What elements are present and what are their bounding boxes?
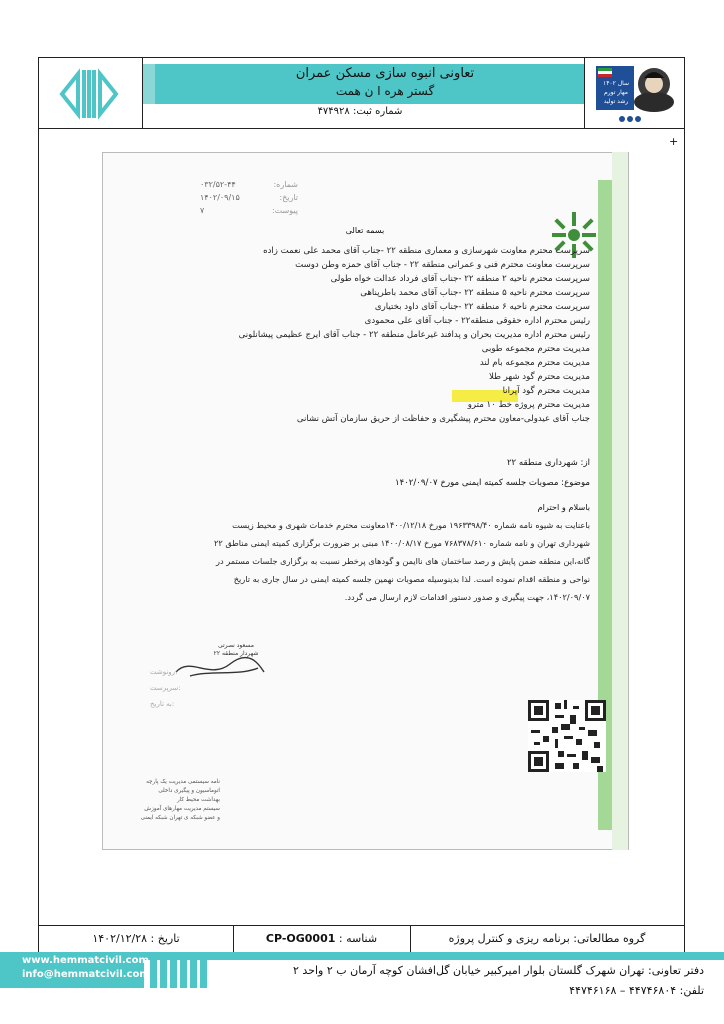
office-address: دفتر تعاونی: تهران شهرک گلستان بلوار امیرکبیر خیابان گل‌افشان کوچه آرمان ب ۲ واحد ۲ — [292, 964, 704, 977]
email-link[interactable]: info@hemmatcivil.com — [22, 969, 150, 980]
recipient-item: مدیریت محترم گود آپرانا — [502, 386, 590, 396]
recipient-item: جناب آقای عیدولی-معاون محترم پیشگیری و حفاظت از حریق سازمان آتش نشانی — [296, 414, 590, 424]
cc-date-label: به تاریخ: — [150, 700, 175, 708]
letter-body — [122, 516, 590, 606]
cc-label: رونوشت: — [150, 668, 178, 676]
website-link[interactable]: www.hemmatcivil.com — [22, 955, 149, 966]
recipient-list — [150, 244, 590, 426]
recipient-item: سرپرست محترم ناحیه ۲ منطقه ۲۲ -جناب آقای فرداد عدالت خواه طولی — [330, 274, 590, 284]
letter-greeting: باسلام و احترام — [537, 502, 590, 512]
body-line: باعنایت به شیوه نامه شماره ۱۹۶۳۳۹۸/۴۰ مورخ ۱۴۰۰/۱۲/۱۸معاونت محترم خدمات شهری و محیط زیست — [232, 520, 590, 530]
study-group: گروه مطالعاتی: برنامه ریزی و کنترل پروژه — [448, 932, 646, 945]
header-band-stripe — [143, 64, 155, 104]
year-slogan-emblem — [594, 62, 676, 124]
footnote-line: اتوماسیون و پیگیری داخلی — [158, 788, 220, 794]
attachment-label: پیوست: — [271, 206, 298, 215]
company-name: تعاونی انبوه سازی مسکن عمران — [295, 66, 475, 81]
company-logo-icon — [56, 66, 122, 122]
recipient-item: سرپرست معاونت محترم فنی و عمرانی منطقه ۲۲ - جناب آقای حمزه وطن دوست — [295, 260, 590, 270]
recipient-item: سرپرست محترم ناحیه ۶ منطقه ۲۲ -جناب آقای داود بختیاری — [374, 302, 590, 312]
slogan-line1: مهار تورم — [604, 89, 628, 96]
slogan-year: سال ۱۴۰۲ — [602, 80, 629, 87]
signatory-name: مسعود نصرتی — [218, 642, 254, 649]
system-footnote — [120, 778, 220, 823]
letter-from: از: شهرداری منطقه ۲۲ — [506, 458, 590, 468]
letter-meta-labels — [246, 178, 298, 217]
document-id — [233, 925, 410, 952]
recipient-item: مدیریت محترم مجموعه بام لند — [479, 358, 590, 368]
letter-date: ۱۴۰۲/۰۹/۱۵ — [200, 193, 240, 202]
letter-edge — [612, 152, 628, 850]
header-divider — [38, 128, 685, 129]
recipient-item: سرپرست محترم ناحیه ۵ منطقه ۲۲ -جناب آقای محمد باطرپناهی — [360, 288, 590, 298]
body-line: ۱۴۰۲/۰۹/۰۷، جهت پیگیری و صدور دستور اقدامات لازم ارسال می گردد. — [344, 592, 590, 602]
recipient-item: مدیریت محترم گود شهر طلا — [488, 372, 590, 382]
supervisor-label: سرپرست: — [150, 684, 181, 692]
date-label: تاریخ: — [279, 193, 298, 202]
qr-code-icon — [528, 700, 606, 772]
signatory — [196, 642, 276, 658]
number-label: شماره: — [273, 180, 298, 189]
recipient-item: رئیس محترم اداره حقوقی منطقه۲۲ - جناب آقای علی محمودی — [364, 316, 590, 326]
id-label: شناسه : — [338, 932, 378, 945]
recipient-item: مدیریت محترم مجموعه طوبی — [481, 344, 590, 354]
registration-number: شماره ثبت: ۴۷۴۹۲۸ — [317, 106, 403, 117]
footnote-line: و عضو شبکه ی تهران شبکه ایمنی — [140, 815, 220, 821]
footnote-line: سیستم مدیریت مهارهای آموزش — [144, 806, 220, 812]
id-value: CP-OG0001 — [265, 932, 336, 945]
plus-marker: + — [669, 135, 679, 148]
signatory-title: شهردار منطقه ۲۲ — [213, 650, 259, 657]
footnote-line: نامه سیستمی مدیریت یک پارچه — [146, 779, 220, 785]
recipient-item: مدیریت محترم پروژه خط ۱۰ مترو — [467, 400, 590, 410]
body-line: شهرداری تهران و نامه شماره ۷۶۸۳۷۸/۶۱۰ مورخ ۱۴۰۰/۰۸/۱۷ مبنی بر ضرورت برگزاری کمیته ایمنی مناطق ۲۲ — [214, 538, 590, 548]
letter-number: ۰۳۲/۵۲-۴۴ — [200, 180, 236, 189]
body-line: نواحی و منطقه اقدام نموده است. لذا بدینوسیله مصوبات نهمین جلسه کمیته ایمنی در سال جاری به تاریخ — [233, 574, 590, 584]
invocation: بسمه تعالی — [345, 226, 385, 235]
letter-attachment: ۷ — [200, 206, 205, 215]
recipient-item: رئیس محترم اداره مدیریت بحران و پدافند غیرعامل منطقه ۲۲ - جناب آقای ایرج عظیمی پیشانلونی — [238, 330, 590, 340]
body-line: گانه،این منطقه ضمن پایش و رصد ساختمان های ناایمن و گودهای پرخطر نسبت به برگزاری جلسات مستمر در — [216, 556, 590, 566]
letter-subject: موضوع: مصوبات جلسه کمیته ایمنی مورخ ۱۴۰۲/۰۹/۰۷ — [394, 478, 590, 488]
footnote-line: بهداشت محیط کار — [176, 797, 220, 803]
carbon-copy-stamp — [150, 664, 210, 712]
slogan-line2: رشد تولید — [603, 98, 629, 105]
company-name-line2: گستر هره ا ن همت — [335, 84, 435, 98]
office-phone: تلفن: ۴۴۷۴۶۸۰۴ – ۴۴۷۴۶۱۶۸ — [569, 984, 704, 997]
document-date: تاریخ : ۱۴۰۲/۱۲/۲۸ — [92, 932, 180, 945]
recipient-item: سرپرست محترم معاونت شهرسازی و معماری منطقه ۲۲ -جناب آقای محمد علی نعمت زاده — [263, 246, 590, 256]
